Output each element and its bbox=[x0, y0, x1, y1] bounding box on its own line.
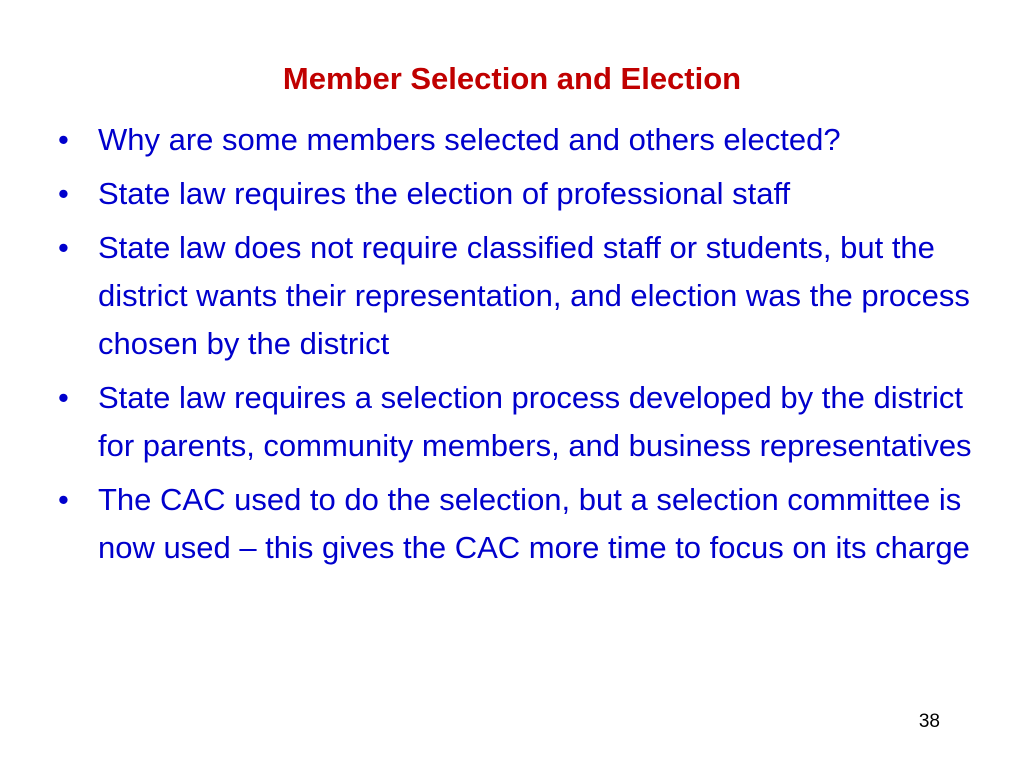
bullet-item bbox=[58, 374, 988, 470]
bullet-text: State law requires a selection process developed by the district for parents, community members, and business representatives bbox=[98, 380, 972, 463]
bullet-text: State law requires the election of professional staff bbox=[98, 176, 791, 211]
bullet-text: The CAC used to do the selection, but a selection committee is now used – this gives the CAC more time to focus on its charge bbox=[98, 482, 970, 565]
bullet-text: Why are some members selected and others elected? bbox=[98, 122, 841, 157]
bullet-text: State law does not require classified staff or students, but the district wants their representation, and election was the process chosen by the district bbox=[98, 230, 970, 361]
slide-title: Member Selection and Election bbox=[282, 61, 742, 96]
bullet-dot-icon: • bbox=[58, 380, 69, 415]
bullet-list bbox=[58, 116, 988, 578]
bullet-item bbox=[58, 116, 988, 164]
bullet-dot-icon: • bbox=[58, 482, 69, 517]
bullet-item bbox=[58, 170, 988, 218]
page-number: 38 bbox=[918, 711, 940, 732]
bullet-item bbox=[58, 224, 988, 368]
bullet-dot-icon: • bbox=[58, 122, 69, 157]
bullet-dot-icon: • bbox=[58, 176, 69, 211]
bullet-dot-icon: • bbox=[58, 230, 69, 265]
bullet-item bbox=[58, 476, 988, 572]
